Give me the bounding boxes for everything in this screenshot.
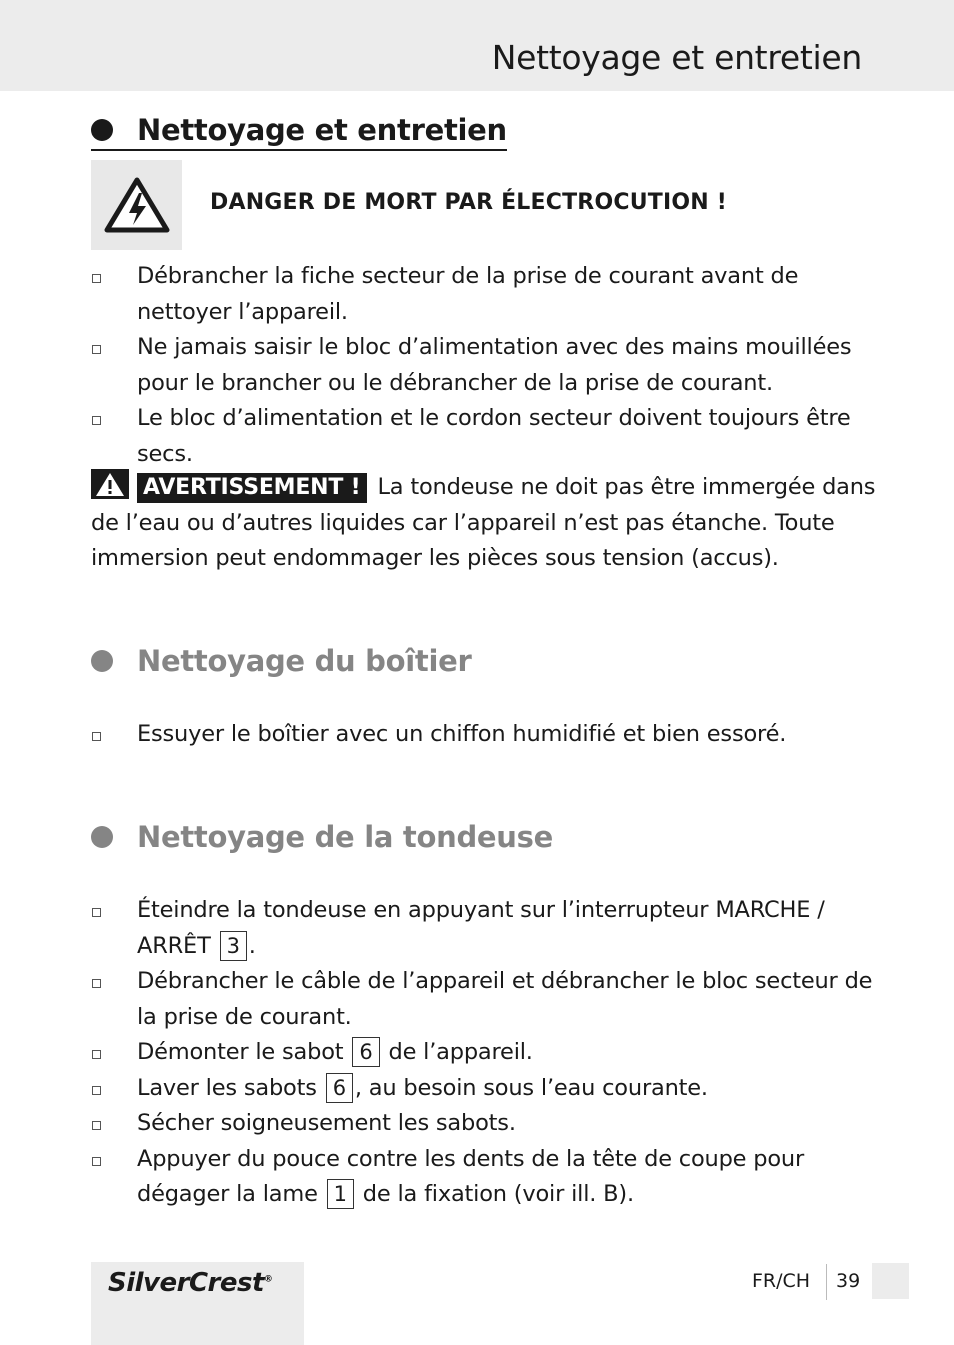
warning-paragraph (91, 469, 881, 577)
part-reference: 1 (327, 1179, 354, 1209)
list-item-text: de la fixation (voir ill. B). (362, 1181, 634, 1207)
part-reference: 6 (326, 1073, 353, 1103)
housing-bullet-list (91, 717, 881, 753)
list-item-text: , au besoin sous l’eau courante. (354, 1074, 708, 1101)
section-heading-trimmer (91, 820, 553, 854)
list-item (91, 893, 881, 964)
checkbox-bullet-icon (92, 274, 101, 283)
list-item-text: Débrancher la fiche secteur de la prise de courant avant de nettoyer l’appareil. (137, 263, 799, 325)
checkbox-bullet-icon (92, 1086, 101, 1095)
list-item-text: Sécher soigneusement les sabots. (137, 1110, 516, 1136)
section-heading-text: Nettoyage du boîtier (137, 644, 472, 678)
list-item (91, 1106, 881, 1142)
list-item-text: Le bloc d’alimentation et le cordon secteur doivent toujours être secs. (137, 405, 851, 467)
checkbox-bullet-icon (92, 1121, 101, 1130)
checkbox-bullet-icon (92, 1050, 101, 1059)
list-item-text: Appuyer du pouce contre les dents de la tête de coupe pour dégager la lame (137, 1145, 805, 1207)
brand-logo: SilverCrest® (108, 1268, 273, 1298)
part-reference: 6 (352, 1037, 379, 1067)
list-item (91, 330, 881, 401)
cleaning-bullet-list (91, 259, 881, 472)
checkbox-bullet-icon (92, 732, 101, 741)
bullet-dot-icon (91, 650, 113, 672)
list-item (91, 259, 881, 330)
bullet-dot-icon (91, 119, 113, 141)
electric-hazard-icon (91, 160, 182, 250)
list-item (91, 401, 881, 472)
list-item-text: Éteindre la tondeuse en appuyant sur l’interrupteur MARCHE / ARRÊT (137, 897, 825, 959)
list-item-text: Démonter le sabot (137, 1039, 344, 1065)
list-item-text: de l’appareil. (388, 1039, 533, 1065)
checkbox-bullet-icon (92, 416, 101, 425)
section-heading-housing (91, 644, 471, 678)
list-item (91, 717, 881, 753)
list-item (91, 964, 881, 1035)
list-item-text: . (248, 932, 256, 959)
checkbox-bullet-icon (92, 1157, 101, 1166)
part-reference: 3 (220, 931, 247, 961)
section-heading-text: Nettoyage de la tondeuse (137, 820, 553, 854)
danger-warning-text: DANGER DE MORT PAR ÉLECTROCUTION ! (210, 190, 727, 215)
checkbox-bullet-icon (92, 979, 101, 988)
list-item (91, 1035, 881, 1071)
list-item (91, 1142, 881, 1213)
footer-divider (826, 1264, 827, 1300)
trimmer-bullet-list (91, 893, 881, 1213)
bullet-dot-icon (91, 826, 113, 848)
list-item-text: Ne jamais saisir le bloc d’alimentation avec des mains mouillées pour le brancher ou le débrancher de la prise de courant. (137, 334, 852, 396)
checkbox-bullet-icon (92, 345, 101, 354)
page-header-title: Nettoyage et entretien (491, 38, 862, 77)
checkbox-bullet-icon (92, 908, 101, 917)
list-item-text: Essuyer le boîtier avec un chiffon humidifié et bien essoré. (137, 721, 787, 747)
warning-text: La tondeuse ne doit pas être immergée dans de l’eau ou d’autres liquides car l’appareil n’est pas étanche. Toute immersion peut endommager les pièces sous tension (accus). (91, 474, 876, 571)
warning-label: AVERTISSEMENT ! (137, 473, 367, 503)
list-item-text: Débrancher le câble de l’appareil et débrancher le bloc secteur de la prise de courant. (137, 968, 873, 1030)
list-item-text: Laver les sabots (137, 1074, 317, 1101)
warning-triangle-icon (91, 469, 129, 499)
section-heading-cleaning (91, 113, 507, 151)
section-heading-text: Nettoyage et entretien (137, 113, 507, 147)
footer-tab-marker (872, 1263, 909, 1299)
page-number: 39 (836, 1270, 861, 1292)
footer-language-code: FR/CH (752, 1270, 811, 1292)
list-item (91, 1071, 881, 1107)
